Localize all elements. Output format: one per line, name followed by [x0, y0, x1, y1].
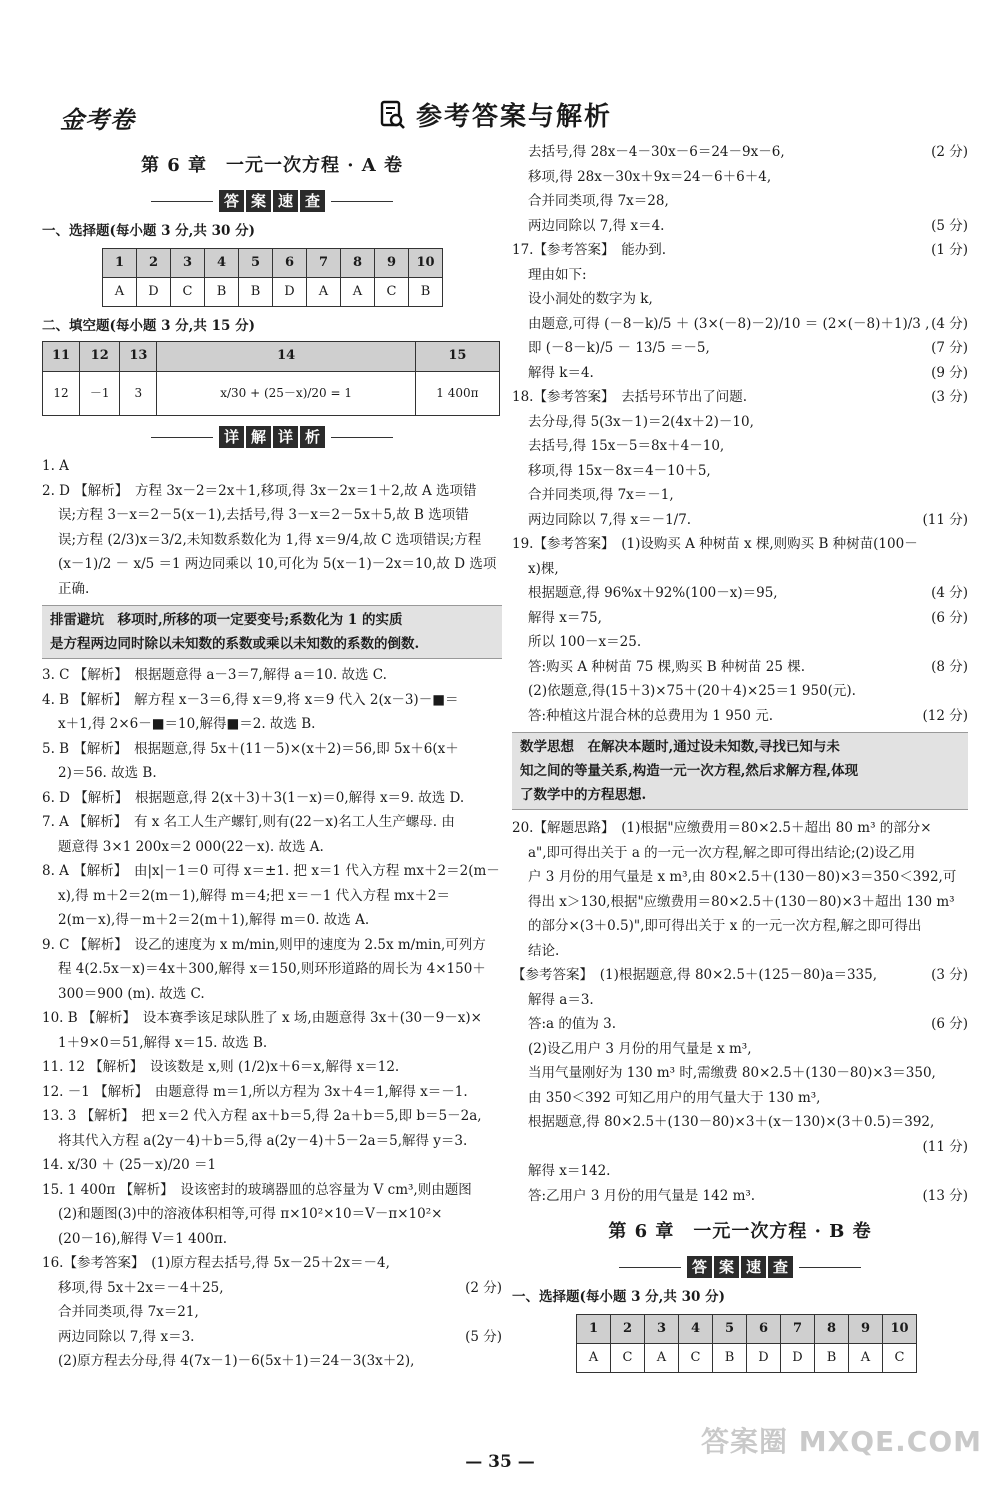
section-choice-b: 一、选择题(每小题 3 分,共 30 分): [512, 1289, 725, 1305]
line-text: 由 350＜392 可知乙用户的用气量大于 130 m³,: [528, 1089, 821, 1106]
band-char: 答: [219, 190, 244, 212]
score-mark: (9 分): [931, 364, 968, 381]
line-text: 将其代入方程 a(2y－4)＋b＝5,得 a(2y－4)＋5－2a＝5,解得 y＝3.: [58, 1132, 468, 1149]
line-text: 去括号,得 28x－4－30x－6＝24－9x－6,: [528, 144, 785, 160]
solution-line: [512, 483, 968, 508]
solution-line: [42, 859, 502, 884]
line-text: 10. B 【解析】 设本赛季该足球队胜了 x 场,由题意得 3x＋(30－9－x)×: [42, 1010, 482, 1026]
line-text: 14. x/30 ＋ (25－x)/20 ＝1: [42, 1157, 217, 1173]
solution-line: [42, 933, 502, 958]
solution-line: [42, 1276, 502, 1301]
line-text: 6. D 【解析】 根据题意,得 2(x＋3)＋3(1－x)＝0,解得 x＝9. 故选 D.: [42, 789, 465, 806]
score-mark: (8 分): [931, 658, 968, 675]
question-number: 2: [137, 249, 171, 278]
question-number: 5: [713, 1315, 747, 1344]
band-char: 详: [219, 426, 244, 448]
solution-line: [42, 1104, 502, 1129]
answer-cell: －1: [80, 372, 120, 416]
page-title: [380, 96, 612, 133]
solution-line: [42, 1080, 502, 1105]
band-char: 查: [300, 190, 325, 212]
page-number: — 35 —: [465, 1452, 535, 1472]
line-text: 两边同除以 7,得 x＝3.: [58, 1328, 195, 1345]
watermark: 答案圈 MXQE.COM: [701, 1425, 982, 1458]
answer-cell: D: [781, 1344, 815, 1373]
solution-line: [42, 908, 502, 933]
solution-line: [512, 385, 968, 410]
answer-cell: 1 400π: [415, 372, 499, 416]
solution-line: [512, 816, 968, 841]
question-number: 13: [120, 342, 157, 372]
question-number: 3: [645, 1315, 679, 1344]
line-text: x),得 m＋2＝2(m－1),解得 m＝4;把 x＝－1 代入方程 mx＋2＝: [58, 887, 450, 904]
question-number: 7: [781, 1315, 815, 1344]
score-mark: (2 分): [465, 1279, 502, 1296]
answer-cell: A: [577, 1344, 611, 1373]
solution-line: [512, 679, 968, 704]
band-char: 详: [273, 426, 298, 448]
choice-answer-table-a: [102, 248, 443, 307]
line-text: 合并同类项,得 7x＝28,: [528, 193, 669, 209]
line-text: (2)设乙用户 3 月份的用气量是 x m³,: [528, 1040, 752, 1057]
score-mark: (4 分): [931, 315, 968, 332]
line-text: 9. C 【解析】 设乙的速度为 x m/min,则甲的速度为 2.5x m/min,可列方: [42, 936, 486, 953]
answer-cell: C: [611, 1344, 645, 1373]
score-mark: (3 分): [931, 389, 968, 405]
solution-line: [512, 630, 968, 655]
line-text: 20.【解题思路】 (1)根据"应缴费用＝80×2.5＋超出 80 m³ 的部分×: [512, 820, 932, 836]
question-number: 1: [577, 1315, 611, 1344]
solution-line: [512, 410, 968, 435]
solution-line: [512, 189, 968, 214]
tip-line: 排雷避坑 移项时,所移的项一定要变号;系数化为 1 的实质: [50, 612, 403, 628]
solution-line: [512, 336, 968, 361]
band-char: 析: [300, 426, 325, 448]
solution-line: [42, 479, 502, 504]
answer-cell: A: [103, 278, 137, 307]
question-number: 10: [409, 249, 443, 278]
question-number: 7: [307, 249, 341, 278]
line-text: 根据题意,得 80×2.5＋(130－80)×3＋(x－130)×(3＋0.5)＝392,: [528, 1114, 935, 1130]
line-text: 程 4(2.5x－x)＝4x＋300,解得 x＝150,则环形道路的周长为 4×150＋: [58, 961, 486, 977]
solution-line: [42, 1006, 502, 1031]
solution-line: [42, 761, 502, 786]
solution-line: [42, 1178, 502, 1203]
solution-line: [512, 581, 968, 606]
solution-line: [512, 963, 968, 988]
answer-cell: A: [307, 278, 341, 307]
answer-cell: D: [273, 278, 307, 307]
solution-line: [512, 263, 968, 288]
line-text: x＋1,得 2×6－■＝10,解得■＝2. 故选 B.: [58, 716, 316, 732]
line-text: 移项,得 5x＋2x＝－4＋25,: [58, 1279, 224, 1296]
solution-line: [42, 1251, 502, 1276]
question-number: 1: [103, 249, 137, 278]
score-mark: (11 分): [922, 511, 968, 528]
tip-box-math-thinking: [512, 732, 968, 810]
answer-cell: C: [171, 278, 205, 307]
quick-answers-band: [42, 184, 502, 218]
score-mark: (3 分): [931, 967, 968, 983]
line-text: 2(m－x),得－m＋2＝2(m＋1),解得 m＝0. 故选 A.: [58, 912, 370, 928]
solution-line: [42, 454, 502, 479]
line-text: 结论.: [528, 942, 560, 959]
line-text: (2)原方程去分母,得 4(7x－1)－6(5x＋1)＝24－3(3x＋2),: [58, 1353, 415, 1369]
solution-line: [42, 528, 502, 553]
answer-cell: C: [679, 1344, 713, 1373]
solution-line: [42, 786, 502, 811]
detailed-solutions-band: [42, 420, 502, 454]
band-char: 答: [687, 1256, 712, 1278]
solution-line: [42, 503, 502, 528]
question-number: 11: [43, 342, 80, 372]
score-mark: (6 分): [931, 609, 968, 626]
solution-line: [512, 312, 968, 337]
line-text: 所以 100－x＝25.: [528, 634, 642, 650]
solution-line: [512, 508, 968, 533]
score-mark: (5 分): [465, 1328, 502, 1345]
solution-line: [42, 957, 502, 982]
line-text: 解得 x＝142.: [528, 1163, 611, 1179]
answer-cell: D: [747, 1344, 781, 1373]
solution-line: [42, 1325, 502, 1350]
solution-line: [42, 688, 502, 713]
line-text: 去分母,得 5(3x－1)＝2(4x＋2)－10,: [528, 413, 754, 430]
solution-line: [512, 361, 968, 386]
line-text: 13. 3 【解析】 把 x＝2 代入方程 ax＋b＝5,得 2a＋b＝5,即 b＝5－2a,: [42, 1108, 482, 1124]
question-number: 14: [157, 342, 415, 372]
fill-answer-table: [42, 341, 500, 416]
answer-cell: 3: [120, 372, 157, 416]
line-text: 去括号,得 15x－5＝8x＋4－10,: [528, 438, 725, 454]
solution-line: [42, 712, 502, 737]
solution-line: [512, 841, 968, 866]
solution-line: [42, 552, 502, 577]
band-char: 案: [714, 1256, 739, 1278]
question-number: 4: [205, 249, 239, 278]
line-text: 得出 x＞130,根据"应缴费用＝80×2.5＋(130－80)×3＋超出 130 m³: [528, 893, 955, 910]
score-mark: (6 分): [931, 1016, 968, 1032]
solution-line: [512, 1037, 968, 1062]
solution-line: [512, 914, 968, 939]
solution-line: [512, 287, 968, 312]
solution-line: [512, 165, 968, 190]
band-char: 案: [246, 190, 271, 212]
solution-line: [512, 1086, 968, 1111]
tip-line: 数学思想 在解决本题时,通过设未知数,寻找已知与未: [520, 739, 840, 755]
question-number: 8: [815, 1315, 849, 1344]
section-choice-a: 一、选择题(每小题 3 分,共 30 分): [42, 223, 255, 239]
solution-line: [512, 1110, 968, 1135]
line-text: 当用气量刚好为 130 m³ 时,需缴费 80×2.5＋(130－80)×3＝350,: [528, 1065, 936, 1081]
score-mark: (4 分): [931, 585, 968, 601]
line-text: 解得 a＝3.: [528, 991, 594, 1008]
line-text: 合并同类项,得 7x＝21,: [58, 1304, 199, 1320]
solution-line: [42, 737, 502, 762]
question-number: 9: [375, 249, 409, 278]
answer-cell: x/30 + (25－x)/20 = 1: [157, 372, 415, 416]
line-text: 正确.: [58, 580, 90, 597]
solution-line: [42, 884, 502, 909]
solution-line: [512, 238, 968, 263]
solution-line: [512, 214, 968, 239]
solution-line: [512, 1061, 968, 1086]
solution-line: [512, 434, 968, 459]
solution-line: [42, 577, 502, 602]
line-text: 11. 12 【解析】 设该数是 x,则 (1/2)x＋6＝x,解得 x＝12.: [42, 1059, 400, 1075]
band-char: 解: [246, 426, 271, 448]
solution-line: [42, 982, 502, 1007]
question-number: 5: [239, 249, 273, 278]
line-text: 误;方程 (2/3)x＝3/2,未知数系数化为 1,得 x＝9/4,故 C 选项错误;方程: [58, 531, 482, 548]
answer-cell: D: [137, 278, 171, 307]
solution-line: [512, 140, 968, 165]
line-text: 户 3 月份的用气量是 x m³,由 80×2.5＋(130－80)×3＝350＜392,可: [528, 869, 957, 885]
line-text: 答:购买 A 种树苗 75 棵,购买 B 种树苗 25 棵.: [528, 658, 805, 675]
line-text: 答:种植这片混合林的总费用为 1 950 元.: [528, 707, 774, 724]
question-number: 8: [341, 249, 375, 278]
answer-cell: B: [205, 278, 239, 307]
solution-line: [512, 1135, 968, 1160]
section-fill: 二、填空题(每小题 3 分,共 15 分): [42, 318, 255, 334]
solution-line: [42, 1202, 502, 1227]
line-text: 即 (－8－k)/5 － 13/5 ＝－5,: [528, 340, 710, 356]
line-text: 17.【参考答案】 能办到.: [512, 242, 667, 258]
line-text: a",即可得出关于 a 的一元一次方程,解之即可得出结论;(2)设乙用: [528, 844, 916, 861]
score-mark: (1 分): [931, 242, 968, 258]
line-text: 理由如下:: [528, 266, 587, 283]
page-header: [0, 92, 1000, 142]
answer-cell: B: [713, 1344, 747, 1373]
score-mark: (12 分): [922, 707, 968, 724]
line-text: 由题意,可得 (－8－k)/5 ＋ (3×(－8)－2)/10 ＝ (2×(－8)＋1)/3 ,: [528, 315, 930, 332]
line-text: 误;方程 3－x＝2－5(x－1),去括号,得 3－x＝2－5x＋5,故 B 选项错: [58, 507, 469, 523]
solution-line: [512, 1012, 968, 1037]
line-text: 解得 x＝75,: [528, 609, 602, 626]
brand-logo: 金考卷: [60, 105, 135, 134]
solution-line: [42, 1031, 502, 1056]
line-text: 设小洞处的数字为 k,: [528, 291, 653, 307]
answer-cell: A: [849, 1344, 883, 1373]
line-text: 移项,得 15x－8x＝4－10＋5,: [528, 462, 711, 479]
line-text: 解得 k＝4.: [528, 364, 594, 381]
solution-line: [42, 835, 502, 860]
tip-line: 知之间的等量关系,构造一元一次方程,然后求解方程,体现: [520, 763, 859, 779]
question-number: 4: [679, 1315, 713, 1344]
score-mark: (13 分): [922, 1187, 968, 1204]
line-text: 4. B 【解析】 解方程 x－3＝6,得 x＝9,将 x＝9 代入 2(x－3)－■＝: [42, 691, 459, 708]
line-text: 两边同除以 7,得 x＝4.: [528, 217, 665, 234]
solution-line: [512, 606, 968, 631]
answer-cell: C: [375, 278, 409, 307]
band-char: 查: [768, 1256, 793, 1278]
line-text: 移项,得 28x－30x＋9x＝24－6＋6＋4,: [528, 168, 772, 185]
line-text: 300＝900 (m). 故选 C.: [58, 985, 205, 1002]
right-column: [512, 140, 968, 1373]
line-text: 5. B 【解析】 根据题意,得 5x＋(11－5)×(x＋2)＝56,即 5x＋6(x＋: [42, 740, 459, 757]
answer-cell: B: [239, 278, 273, 307]
line-text: 答:乙用户 3 月份的用气量是 142 m³.: [528, 1187, 756, 1204]
answer-cell: A: [645, 1344, 679, 1373]
solution-line: [42, 1129, 502, 1154]
quick-answers-band-b: [512, 1250, 968, 1284]
line-text: (20－16),解得 V＝1 400π.: [58, 1230, 228, 1247]
solution-line: [512, 532, 968, 557]
solution-line: [512, 988, 968, 1013]
line-text: 19.【参考答案】 (1)设购买 A 种树苗 x 棵,则购买 B 种树苗(100－: [512, 536, 918, 552]
answer-cell: B: [815, 1344, 849, 1373]
question-number: 3: [171, 249, 205, 278]
line-text: 的部分×(3＋0.5)",即可得出关于 x 的一元一次方程,解之即可得出: [528, 918, 922, 934]
line-text: 18.【参考答案】 去括号环节出了问题.: [512, 389, 748, 405]
solution-line: [42, 1055, 502, 1080]
title-text: 参考答案与解析: [416, 102, 613, 132]
question-number: 6: [273, 249, 307, 278]
line-text: 【参考答案】 (1)根据题意,得 80×2.5＋(125－80)a＝335,: [512, 967, 878, 983]
solution-line: [42, 810, 502, 835]
solution-line: [512, 557, 968, 582]
line-text: 1＋9×0＝51,解得 x＝15. 故选 B.: [58, 1034, 268, 1051]
answer-cell: C: [883, 1344, 917, 1373]
left-column: [42, 148, 502, 1374]
line-text: 根据题意,得 96%x＋92%(100－x)＝95,: [528, 585, 778, 601]
line-text: 题意得 3×1 200x＝2 000(22－x). 故选 A.: [58, 838, 324, 855]
line-text: 12. －1 【解析】 由题意得 m＝1,所以方程为 3x＋4＝1,解得 x＝－1.: [42, 1083, 468, 1100]
line-text: 16.【参考答案】 (1)原方程去括号,得 5x－25＋2x＝－4,: [42, 1255, 390, 1271]
answer-cell: A: [341, 278, 375, 307]
question-number: 6: [747, 1315, 781, 1344]
answer-cell: B: [409, 278, 443, 307]
line-text: 8. A 【解析】 由|x|－1＝0 可得 x＝±1. 把 x＝1 代入方程 mx＋2＝2(m－: [42, 863, 500, 879]
question-number: 15: [415, 342, 499, 372]
solution-line: [42, 1153, 502, 1178]
solution-line: [512, 939, 968, 964]
line-text: (x－1)/2 － x/5 ＝1 两边同乘以 10,可化为 5(x－1)－2x＝10,故 D 选项: [58, 556, 497, 572]
line-text: 两边同除以 7,得 x＝－1/7.: [528, 511, 692, 528]
line-text: 3. C 【解析】 根据题意得 a－3＝7,解得 a＝10. 故选 C.: [42, 667, 387, 683]
score-mark: (11 分): [922, 1138, 968, 1155]
line-text: 7. A 【解析】 有 x 名工人生产螺钉,则有(22－x)名工人生产螺母. 由: [42, 814, 455, 830]
line-text: (2)和题图(3)中的溶液体积相等,可得 π×10²×10＝V－π×10²×: [58, 1206, 443, 1222]
solution-line: [42, 1227, 502, 1252]
tip-line: 了数学中的方程思想.: [520, 787, 647, 803]
score-mark: (7 分): [931, 340, 968, 356]
solution-line: [512, 865, 968, 890]
solution-line: [512, 1159, 968, 1184]
line-text: x)棵,: [528, 560, 559, 577]
score-mark: (2 分): [931, 144, 968, 160]
magnifier-book-icon: [380, 100, 406, 130]
tip-box-pitfalls: [42, 605, 502, 659]
solution-line: [512, 890, 968, 915]
question-number: 9: [849, 1315, 883, 1344]
line-text: 合并同类项,得 7x＝－1,: [528, 487, 674, 503]
chapter-a-title: 第 6 章 一元一次方程 · A 卷: [140, 155, 404, 176]
solution-line: [512, 459, 968, 484]
line-text: 答:a 的值为 3.: [528, 1016, 617, 1032]
question-number: 2: [611, 1315, 645, 1344]
question-number: 10: [883, 1315, 917, 1344]
solution-line: [42, 663, 502, 688]
line-text: 2. D 【解析】 方程 3x－2＝2x＋1,移项,得 3x－2x＝1＋2,故 A 选项错: [42, 482, 477, 499]
solution-line: [42, 1349, 502, 1374]
solution-line: [512, 1184, 968, 1209]
line-text: (2)依题意,得(15＋3)×75＋(20＋4)×25＝1 950(元).: [528, 683, 856, 699]
score-mark: (5 分): [931, 217, 968, 234]
solution-line: [512, 704, 968, 729]
answer-cell: 12: [43, 372, 80, 416]
tip-line: 是方程两边同时除以未知数的系数或乘以未知数的系数的倒数.: [50, 636, 420, 652]
line-text: 2)＝56. 故选 B.: [58, 765, 157, 781]
line-text: 1. A: [42, 458, 69, 474]
band-char: 速: [273, 190, 298, 212]
band-char: 速: [741, 1256, 766, 1278]
solution-line: [512, 655, 968, 680]
chapter-b-title: 第 6 章 一元一次方程 · B 卷: [608, 1221, 872, 1242]
solution-line: [42, 1300, 502, 1325]
question-number: 12: [80, 342, 120, 372]
choice-answer-table-b: [576, 1314, 917, 1373]
line-text: 15. 1 400π 【解析】 设该密封的玻璃器皿的总容量为 V cm³,则由题图: [42, 1181, 472, 1198]
